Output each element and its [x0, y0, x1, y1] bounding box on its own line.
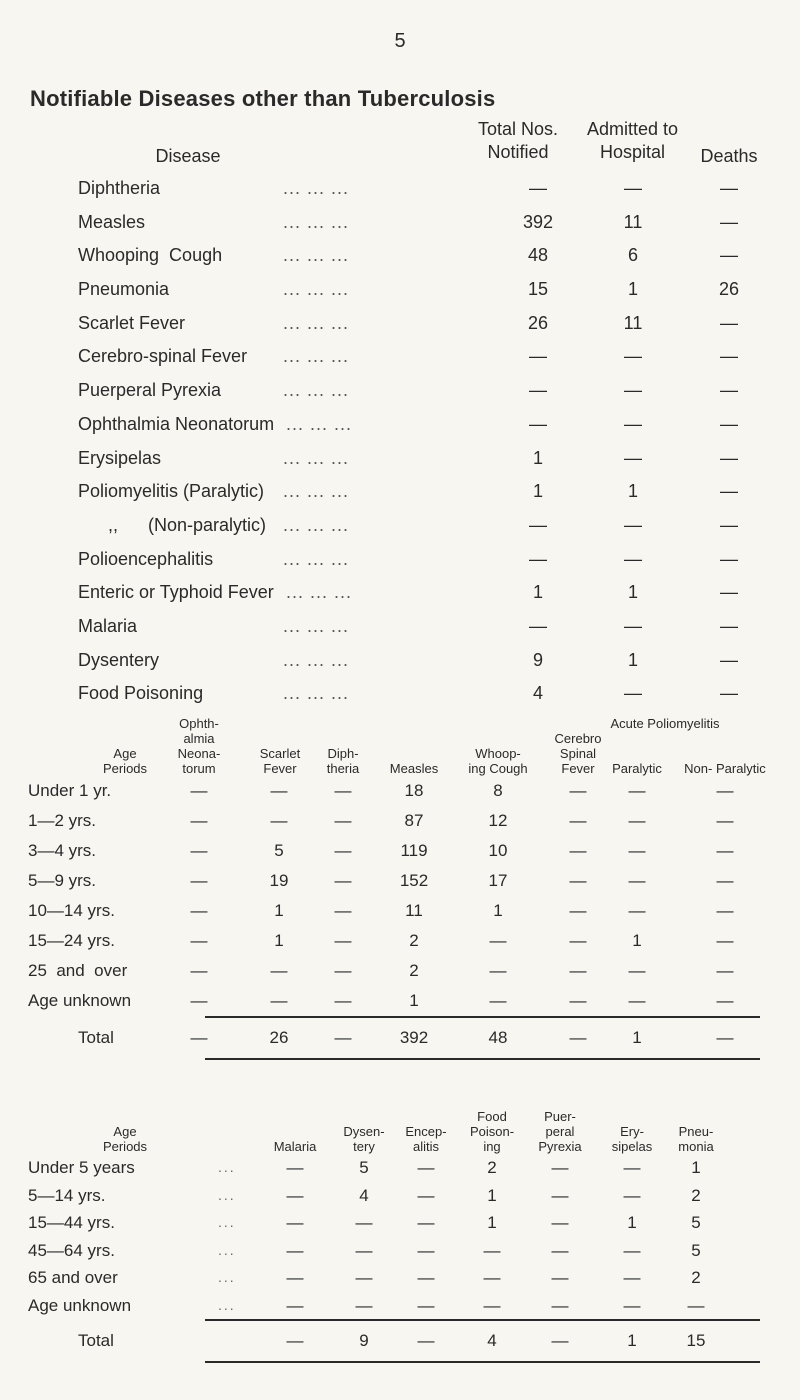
- header-paralytic: Paralytic: [612, 761, 662, 776]
- table-row: [0, 1264, 800, 1292]
- table-row: [78, 408, 768, 442]
- notified-count: —: [529, 346, 547, 367]
- cell-value: 2: [487, 1158, 497, 1177]
- admitted-count: 1: [627, 649, 638, 670]
- cell-value: —: [628, 991, 646, 1010]
- cell-value: —: [334, 811, 352, 830]
- age-distribution-table-1: [0, 700, 800, 1060]
- cell-value: —: [355, 1268, 373, 1287]
- admitted-count: —: [624, 447, 642, 468]
- page-title: Notifiable Diseases other than Tuberculosis: [30, 86, 496, 111]
- header-food-poisoning: Food Poison- ing: [469, 1109, 515, 1154]
- cell-value: —: [569, 901, 587, 920]
- deaths-count: —: [720, 548, 738, 569]
- cell-value: —: [286, 1185, 304, 1205]
- table-row: [78, 172, 768, 206]
- age-period: Age unknown: [28, 991, 132, 1010]
- notified-diseases-table: [78, 118, 768, 711]
- cell-value: —: [190, 811, 208, 830]
- disease-name: Polioencephalitis: [78, 548, 214, 569]
- cell-value: —: [190, 961, 208, 980]
- cell-value: —: [489, 931, 507, 950]
- cell-value: —: [569, 931, 587, 950]
- table-row: [0, 896, 800, 926]
- cell-value: —: [286, 1295, 304, 1315]
- page-number: 5: [394, 30, 406, 52]
- deaths-count: —: [720, 312, 738, 333]
- total-row: [0, 1018, 800, 1058]
- table-row: [0, 806, 800, 836]
- cell-value: —: [569, 961, 587, 980]
- table-row: [0, 866, 800, 896]
- notified-count: 9: [532, 649, 543, 670]
- table-row: [0, 926, 800, 956]
- table-row: [78, 576, 768, 610]
- notified-count: 392: [522, 211, 554, 232]
- cell-value: —: [270, 781, 288, 800]
- deaths-count: —: [720, 514, 738, 535]
- cell-value: 2: [409, 961, 419, 980]
- cell-value: —: [716, 811, 734, 830]
- total-value: —: [551, 1331, 569, 1350]
- table-row: [78, 610, 768, 644]
- cell-value: —: [286, 1268, 304, 1287]
- cell-value: —: [489, 991, 507, 1010]
- notified-count: 1: [532, 447, 543, 468]
- age-period: 5—14 yrs.: [28, 1185, 106, 1205]
- table-row: [78, 239, 768, 273]
- deaths-count: —: [720, 481, 738, 502]
- total-value: 1: [632, 1028, 642, 1047]
- table-row: [0, 1154, 800, 1182]
- cell-value: —: [417, 1158, 435, 1177]
- admitted-count: 1: [627, 582, 638, 603]
- cell-value: —: [334, 841, 352, 860]
- leader-dots: ...: [218, 1186, 236, 1203]
- admitted-count: —: [624, 514, 642, 535]
- disease-name: Pneumonia: [78, 279, 170, 300]
- leader-dots: ... ... ...: [283, 279, 350, 300]
- cell-value: —: [286, 1213, 304, 1232]
- header-measles: Measles: [389, 761, 439, 776]
- table-row: [78, 543, 768, 577]
- table-row: [78, 340, 768, 374]
- cell-value: —: [417, 1240, 435, 1260]
- admitted-count: —: [624, 178, 642, 198]
- table-row: [78, 509, 768, 543]
- disease-name: Food Poisoning: [78, 683, 204, 704]
- cell-value: —: [483, 1295, 501, 1315]
- total-label: Total: [78, 1028, 114, 1047]
- cell-value: —: [190, 781, 208, 800]
- leader-dots: ... ... ...: [283, 615, 350, 636]
- cell-value: —: [483, 1268, 501, 1287]
- deaths-count: —: [720, 380, 738, 401]
- age-period: 1—2 yrs.: [28, 811, 97, 830]
- deaths-count: —: [720, 649, 738, 670]
- cell-value: 152: [399, 871, 429, 890]
- table-row: [0, 1209, 800, 1237]
- leader-dots: ... ... ...: [283, 346, 350, 367]
- cell-value: —: [270, 811, 288, 830]
- admitted-count: —: [624, 615, 642, 636]
- deaths-count: —: [720, 447, 738, 468]
- total-value: —: [417, 1331, 435, 1350]
- cell-value: 2: [691, 1185, 701, 1205]
- cell-value: —: [628, 811, 646, 830]
- disease-name: Erysipelas: [78, 447, 162, 468]
- deaths-count: —: [720, 683, 738, 704]
- cell-value: 2: [409, 931, 419, 950]
- table-row: [78, 206, 768, 240]
- cell-value: —: [190, 901, 208, 920]
- table-body: [0, 776, 800, 1060]
- total-value: —: [569, 1028, 587, 1047]
- admitted-count: 1: [627, 481, 638, 502]
- cell-value: —: [623, 1268, 641, 1287]
- age-period: Under 5 years: [28, 1158, 135, 1177]
- leader-dots: ... ... ...: [283, 380, 350, 401]
- cell-value: —: [355, 1295, 373, 1315]
- cell-value: 5: [274, 841, 284, 860]
- header-encephalitis: Encep- alitis: [405, 1124, 447, 1154]
- header-non-paralytic: Non- Paralytic: [684, 761, 766, 776]
- notified-count: —: [529, 413, 547, 434]
- notified-count: 26: [527, 312, 549, 333]
- leader-dots: ... ... ...: [286, 582, 353, 603]
- leader-dots: ... ... ...: [286, 413, 353, 434]
- header-disease: Disease: [155, 146, 221, 166]
- leader-dots: ...: [218, 1269, 236, 1285]
- total-value: 4: [487, 1331, 497, 1350]
- table-row: [78, 475, 768, 509]
- cell-value: —: [270, 961, 288, 980]
- header-pneumonia: Pneu- monia: [678, 1124, 714, 1154]
- notified-count: 4: [532, 683, 543, 704]
- age-period: Age unknown: [28, 1295, 132, 1315]
- admitted-count: 11: [623, 211, 643, 232]
- cell-value: —: [334, 961, 352, 980]
- cell-value: —: [551, 1268, 569, 1287]
- deaths-count: —: [720, 211, 738, 232]
- cell-value: —: [355, 1240, 373, 1260]
- cell-value: —: [190, 841, 208, 860]
- deaths-count: 26: [718, 279, 740, 300]
- table-row: [78, 442, 768, 476]
- cell-value: —: [417, 1185, 435, 1205]
- table-row: [78, 374, 768, 408]
- cell-value: —: [417, 1295, 435, 1315]
- cell-value: —: [628, 961, 646, 980]
- total-value: 9: [359, 1331, 369, 1350]
- cell-value: —: [569, 811, 587, 830]
- table-row: [0, 1182, 800, 1210]
- leader-dots: ...: [218, 1241, 236, 1258]
- deaths-count: —: [720, 346, 738, 367]
- header-notified: Total Nos. Notified: [477, 119, 559, 162]
- cell-value: 1: [274, 901, 284, 920]
- total-value: —: [190, 1028, 208, 1047]
- cell-value: —: [489, 961, 507, 980]
- notified-count: 1: [532, 582, 543, 603]
- leader-dots: ... ... ...: [283, 211, 350, 232]
- header-ophthalmia: Ophth- almia Neona- torum: [177, 716, 221, 776]
- rule-bottom: [205, 1058, 760, 1060]
- admitted-count: 1: [627, 279, 638, 300]
- leader-dots: ... ... ...: [283, 312, 350, 333]
- cell-value: —: [334, 871, 352, 890]
- cell-value: 5: [691, 1213, 701, 1232]
- table-row: [0, 1292, 800, 1320]
- age-period: 45—64 yrs.: [28, 1240, 115, 1260]
- cell-value: 5: [359, 1158, 369, 1177]
- leader-dots: ...: [218, 1159, 236, 1175]
- cell-value: —: [687, 1295, 705, 1315]
- table-row: [0, 1237, 800, 1265]
- header-age-periods: Age Periods: [102, 746, 148, 776]
- disease-name: Ophthalmia Neonatorum: [78, 413, 275, 434]
- header-erysipelas: Ery- sipelas: [611, 1124, 653, 1154]
- leader-dots: ... ... ...: [283, 447, 350, 468]
- cell-value: 19: [269, 871, 289, 890]
- cell-value: 18: [404, 781, 424, 800]
- disease-name: Cerebro-spinal Fever: [78, 346, 248, 367]
- cell-value: 1: [409, 991, 419, 1010]
- disease-name: Malaria: [78, 615, 138, 636]
- cell-value: —: [334, 781, 352, 800]
- cell-value: —: [551, 1240, 569, 1260]
- cell-value: —: [569, 991, 587, 1010]
- deaths-count: —: [720, 245, 738, 266]
- cell-value: —: [623, 1185, 641, 1205]
- cell-value: —: [623, 1240, 641, 1260]
- table-row: [78, 307, 768, 341]
- table-header: [78, 118, 768, 172]
- age-period: 15—44 yrs.: [28, 1213, 115, 1232]
- disease-name: Enteric or Typhoid Fever: [78, 582, 274, 603]
- table-row: [78, 644, 768, 678]
- table-header: [0, 700, 800, 776]
- cell-value: —: [286, 1158, 304, 1177]
- cell-value: —: [716, 841, 734, 860]
- cell-value: —: [628, 781, 646, 800]
- header-whooping-cough: Whoop- ing Cough: [468, 746, 528, 776]
- cell-value: 4: [359, 1185, 369, 1205]
- cell-value: 2: [691, 1268, 701, 1287]
- cell-value: —: [551, 1213, 569, 1232]
- cell-value: 17: [488, 871, 508, 890]
- cell-value: —: [551, 1295, 569, 1315]
- cell-value: —: [716, 781, 734, 800]
- notified-count: —: [529, 178, 547, 198]
- admitted-count: —: [624, 346, 642, 367]
- age-period: Under 1 yr.: [28, 781, 112, 800]
- total-value: —: [716, 1028, 734, 1047]
- cell-value: —: [569, 871, 587, 890]
- cell-value: 1: [691, 1158, 701, 1177]
- disease-name: Scarlet Fever: [78, 312, 186, 333]
- age-period: 3—4 yrs.: [28, 841, 97, 860]
- notified-count: —: [529, 548, 547, 569]
- disease-name: Diphtheria: [78, 178, 161, 198]
- total-row: [0, 1321, 800, 1361]
- admitted-count: —: [624, 548, 642, 569]
- cell-value: —: [628, 841, 646, 860]
- disease-name: Dysentery: [78, 649, 160, 670]
- total-value: —: [286, 1331, 304, 1350]
- age-period: 15—24 yrs.: [28, 931, 115, 950]
- table-row: [0, 986, 800, 1016]
- header-scarlet-fever: Scarlet Fever: [259, 746, 301, 776]
- header-age-periods: Age Periods: [102, 1124, 148, 1154]
- deaths-count: —: [720, 615, 738, 636]
- cell-value: —: [628, 871, 646, 890]
- leader-dots: ... ... ...: [283, 683, 350, 704]
- leader-dots: ... ... ...: [283, 514, 350, 535]
- total-value: 26: [269, 1028, 289, 1047]
- cell-value: 1: [632, 931, 642, 950]
- deaths-count: —: [720, 178, 738, 198]
- admitted-count: —: [624, 413, 642, 434]
- cell-value: —: [417, 1213, 435, 1232]
- leader-dots: ... ... ...: [283, 481, 350, 502]
- total-value: 48: [488, 1028, 508, 1047]
- notified-count: 48: [527, 245, 549, 266]
- disease-name: Poliomyelitis (Paralytic): [78, 481, 265, 502]
- cell-value: —: [334, 931, 352, 950]
- cell-value: —: [716, 961, 734, 980]
- table-row: [0, 956, 800, 986]
- cell-value: —: [190, 931, 208, 950]
- cell-value: —: [190, 871, 208, 890]
- cell-value: —: [551, 1185, 569, 1205]
- disease-name: Whooping Cough: [78, 245, 223, 266]
- admitted-count: 6: [627, 245, 638, 266]
- header-malaria: Malaria: [273, 1139, 317, 1154]
- table-row: [0, 836, 800, 866]
- cell-value: —: [334, 901, 352, 920]
- cell-value: 1: [493, 901, 503, 920]
- cell-value: 5: [691, 1240, 701, 1260]
- table-body: [0, 1154, 800, 1363]
- cell-value: 12: [488, 811, 508, 830]
- total-value: 15: [686, 1331, 706, 1350]
- age-period: 25 and over: [28, 961, 128, 980]
- age-period: 5—9 yrs.: [28, 871, 97, 890]
- leader-dots: ... ... ...: [283, 548, 350, 569]
- cell-value: —: [483, 1240, 501, 1260]
- header-puerperal-pyrexia: Puer- peral Pyrexia: [538, 1109, 582, 1154]
- cell-value: 1: [627, 1213, 637, 1232]
- total-value: 1: [627, 1331, 637, 1350]
- rule-bottom: [205, 1361, 760, 1363]
- total-value: 392: [399, 1028, 429, 1047]
- header-dysentery: Dysen- tery: [343, 1124, 385, 1154]
- cell-value: 1: [274, 931, 284, 950]
- total-value: —: [334, 1028, 352, 1047]
- cell-value: —: [716, 901, 734, 920]
- notified-count: —: [529, 380, 547, 401]
- admitted-count: —: [624, 380, 642, 401]
- cell-value: —: [628, 901, 646, 920]
- cell-value: 10: [488, 841, 508, 860]
- disease-name: ,, (Non-paralytic): [78, 514, 267, 535]
- cell-value: —: [190, 991, 208, 1010]
- cell-value: 11: [405, 901, 423, 920]
- disease-name: Measles: [78, 211, 146, 232]
- cell-value: —: [623, 1295, 641, 1315]
- leader-dots: ...: [218, 1214, 236, 1230]
- cell-value: 8: [493, 781, 503, 800]
- header-cerebro-spinal: Cerebro Spinal Fever: [554, 731, 602, 776]
- cell-value: —: [417, 1268, 435, 1287]
- cell-value: —: [270, 991, 288, 1010]
- admitted-count: —: [624, 683, 642, 704]
- admitted-count: 11: [623, 312, 643, 333]
- deaths-count: —: [720, 413, 738, 434]
- table-header: [0, 1078, 800, 1154]
- age-period: 10—14 yrs.: [28, 901, 115, 920]
- header-acute-poliomyelitis: Acute Poliomyelitis: [610, 716, 720, 731]
- cell-value: 87: [404, 811, 424, 830]
- cell-value: 1: [487, 1185, 497, 1205]
- cell-value: —: [716, 931, 734, 950]
- table-body: [78, 172, 768, 711]
- cell-value: 1: [487, 1213, 497, 1232]
- notified-count: —: [529, 514, 547, 535]
- cell-value: 119: [400, 841, 428, 860]
- leader-dots: ... ... ...: [283, 178, 350, 198]
- cell-value: —: [286, 1240, 304, 1260]
- leader-dots: ...: [218, 1296, 236, 1313]
- table-row: [78, 273, 768, 307]
- notified-count: 1: [532, 481, 543, 502]
- header-admitted: Admitted to Hospital: [586, 119, 679, 162]
- table-row: [0, 776, 800, 806]
- cell-value: —: [355, 1213, 373, 1232]
- header-deaths: Deaths: [700, 146, 758, 166]
- leader-dots: ... ... ...: [283, 245, 350, 266]
- age-distribution-table-2: [0, 1078, 800, 1363]
- deaths-count: —: [720, 582, 738, 603]
- cell-value: —: [716, 991, 734, 1010]
- notified-count: —: [529, 615, 547, 636]
- total-label: Total: [78, 1331, 114, 1350]
- cell-value: —: [716, 871, 734, 890]
- header-diphtheria: Diph- theria: [326, 746, 360, 776]
- notified-count: 15: [527, 279, 549, 300]
- age-period: 65 and over: [28, 1268, 118, 1287]
- cell-value: —: [569, 781, 587, 800]
- cell-value: —: [569, 841, 587, 860]
- cell-value: —: [334, 991, 352, 1010]
- cell-value: —: [623, 1158, 641, 1177]
- cell-value: —: [551, 1158, 569, 1177]
- disease-name: Puerperal Pyrexia: [78, 380, 222, 401]
- leader-dots: ... ... ...: [283, 649, 350, 670]
